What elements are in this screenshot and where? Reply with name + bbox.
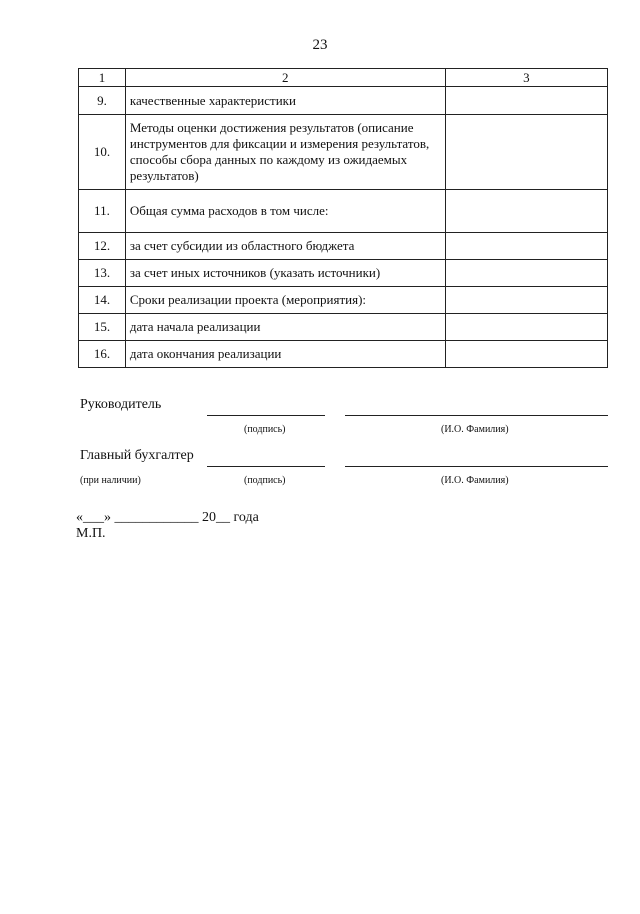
accountant-name-caption: (И.О. Фамилия) [441, 475, 509, 486]
row-description: Сроки реализации проекта (мероприятия): [125, 287, 445, 314]
table-row [79, 314, 608, 341]
head-label: Руководитель [80, 397, 162, 412]
row-value-cell[interactable] [445, 190, 607, 233]
row-number: 11. [79, 190, 126, 233]
head-signature-caption: (подпись) [244, 424, 286, 435]
stamp-placeholder: М.П. [76, 526, 106, 541]
row-value-cell[interactable] [445, 260, 607, 287]
accountant-signature-line[interactable] [207, 466, 325, 467]
row-value-cell[interactable] [445, 115, 607, 190]
form-table [78, 68, 608, 368]
table-row [79, 341, 608, 368]
row-number: 15. [79, 314, 126, 341]
column-header-3: 3 [445, 69, 607, 87]
row-value-cell[interactable] [445, 233, 607, 260]
table-row [79, 260, 608, 287]
head-name-caption: (И.О. Фамилия) [441, 424, 509, 435]
column-header-2: 2 [125, 69, 445, 87]
row-number: 14. [79, 287, 126, 314]
row-description: Методы оценки достижения результатов (описание инструментов для фиксации и измерения результатов, способы сбора данных по каждому из ожидаемых результатов) [125, 115, 445, 190]
row-number: 16. [79, 341, 126, 368]
accountant-name-line[interactable] [345, 466, 608, 467]
row-number: 13. [79, 260, 126, 287]
row-value-cell[interactable] [445, 287, 607, 314]
row-description: за счет субсидии из областного бюджета [125, 233, 445, 260]
row-number: 10. [79, 115, 126, 190]
date-line[interactable]: «___» ____________ 20__ года [76, 510, 259, 525]
accountant-signature-caption: (подпись) [244, 475, 286, 486]
row-value-cell[interactable] [445, 87, 607, 115]
accountant-label: Главный бухгалтер [80, 448, 194, 463]
row-description: качественные характеристики [125, 87, 445, 115]
row-description: дата окончания реализации [125, 341, 445, 368]
row-number: 9. [79, 87, 126, 115]
row-description: за счет иных источников (указать источники) [125, 260, 445, 287]
table-row [79, 87, 608, 115]
head-name-line[interactable] [345, 415, 608, 416]
row-value-cell[interactable] [445, 341, 607, 368]
row-number: 12. [79, 233, 126, 260]
column-header-1: 1 [79, 69, 126, 87]
row-description: дата начала реализации [125, 314, 445, 341]
accountant-note: (при наличии) [80, 475, 141, 486]
row-description: Общая сумма расходов в том числе: [125, 190, 445, 233]
table-header-row [79, 69, 608, 87]
head-signature-line[interactable] [207, 415, 325, 416]
table-row [79, 233, 608, 260]
row-value-cell[interactable] [445, 314, 607, 341]
table-row [79, 115, 608, 190]
table-row [79, 287, 608, 314]
table-row [79, 190, 608, 233]
page-number: 23 [312, 37, 328, 53]
